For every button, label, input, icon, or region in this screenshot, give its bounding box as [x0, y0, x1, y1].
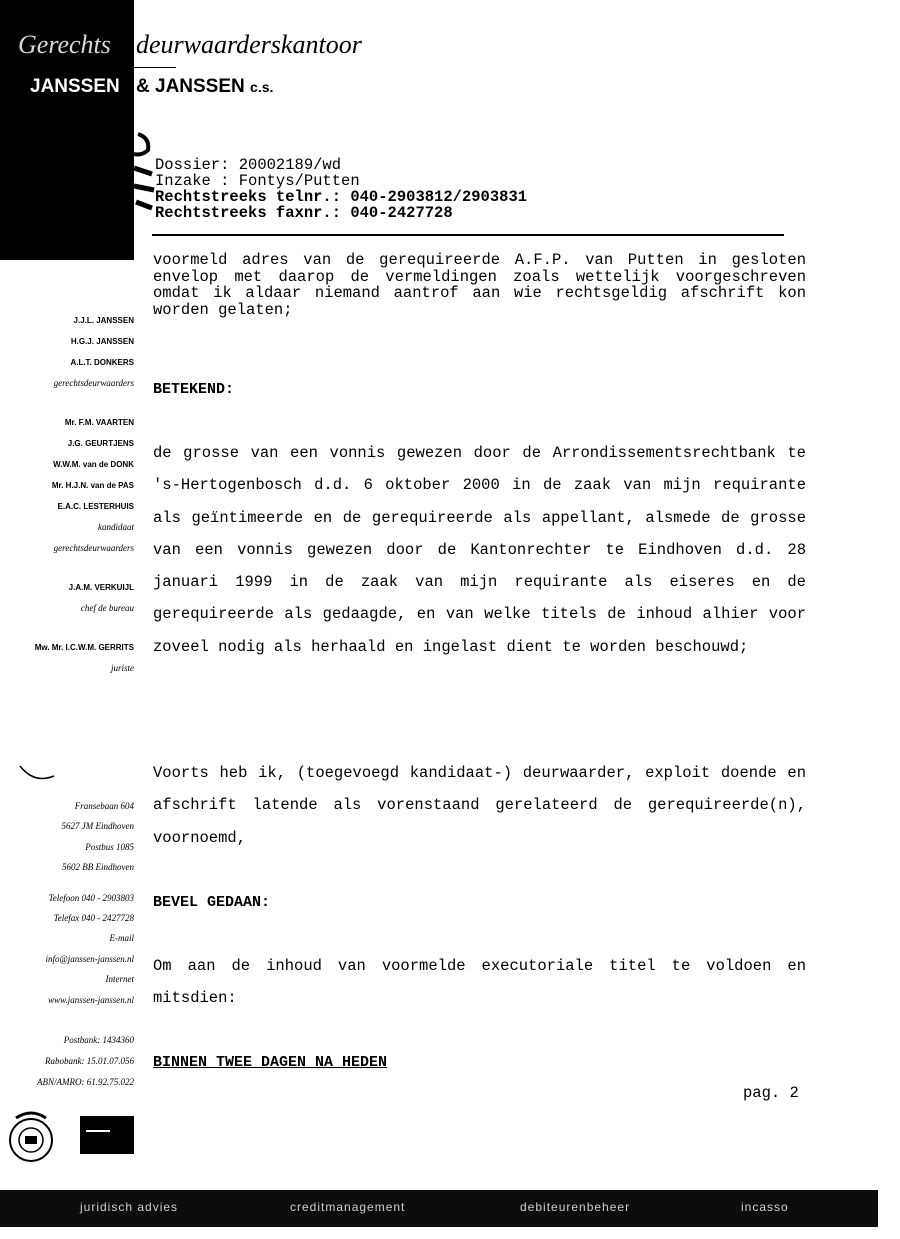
- brand-light-text: Gerechts: [18, 30, 111, 59]
- address-line: Fransebaan 604: [74, 801, 134, 811]
- address-line: Postbus 1085: [85, 841, 134, 852]
- firm-name-right-main: & JANSSEN: [136, 76, 245, 97]
- address-line: 5602 BB Eindhoven: [62, 862, 134, 873]
- address-spacer: [45, 878, 134, 888]
- brand-dark-text: deurwaarderskantoor: [136, 30, 362, 59]
- firm-name-right: [136, 76, 273, 98]
- bank-line: ABN/AMRO: 61.92.75.022: [37, 1077, 134, 1087]
- address-line: 5627 JM Eindhoven: [61, 821, 134, 832]
- sidebar-name: J.A.M. VERKUIJL: [68, 583, 134, 592]
- membership-badge: [80, 1116, 134, 1154]
- paragraph-vonnis: de grosse van een vonnis gewezen door de Arrondissementsrechtbank te 's-Hertogenbosch d.d. 6 oktober 2000 in de zaak van mijn requirante als geïntimeerde en de gerequireerde als appellant, alsmede de grosse van een vonnis gewezen door de Kantonrechter te Eindhoven d.d. 28 januari 1999 in de zaak van mijn requirante als eiseres en de gerequireerde als gedaagde, en van welke titels de inhoud alhier voor zoveel nodig als herhaald en ingelast dient te worden beschouwd;: [153, 444, 806, 656]
- sidebar-role: gerechtsdeurwaarders: [53, 543, 134, 553]
- heading-bevel-gedaan: BEVEL GEDAAN:: [153, 894, 271, 911]
- inzake-line: Inzake : Fontys/Putten: [155, 172, 360, 190]
- sidebar-address: [45, 796, 134, 1010]
- footer-item: debiteurenbeheer: [520, 1200, 631, 1214]
- sidebar-name: W.W.M. van de DONK: [53, 460, 134, 469]
- contact-line: Telefax 040 - 2427728: [53, 913, 134, 924]
- paragraph-om: Om aan de inhoud van voormelde executoriale titel te voldoen en mitsdien:: [153, 957, 806, 1008]
- faxnr-line: Rechtstreeks faxnr.: 040-2427728: [155, 204, 453, 222]
- footer-item: juridisch advies: [80, 1200, 179, 1214]
- sidebar-name: Mw. Mr. I.C.W.M. GERRITS: [34, 643, 134, 652]
- contact-website: www.janssen-janssen.nl: [48, 994, 134, 1005]
- sidebar-role: chef de bureau: [80, 603, 134, 613]
- swoosh-logo-icon: [18, 762, 58, 782]
- sidebar-bank: [37, 1030, 134, 1093]
- sidebar-role: juriste: [110, 663, 134, 673]
- dossier-meta: [155, 157, 527, 221]
- footer-item: incasso: [741, 1200, 789, 1214]
- dossier-line: Dossier: 20002189/wd: [155, 156, 342, 174]
- footer-item: creditmanagement: [290, 1200, 406, 1214]
- paragraph-voorts: Voorts heb ik, (toegevoegd kandidaat-) deurwaarder, exploit doende en afschrift latende als vorenstaand gerelateerd de gerequireerde(n), voornoemd,: [153, 764, 806, 847]
- sidebar-name: E.A.C. LESTERHUIS: [57, 502, 134, 511]
- footer-bar: [0, 1190, 878, 1227]
- paragraph-address: voormeld adres van de gerequireerde A.F.P. van Putten in gesloten envelop met daarop de vermeldingen zoals wettelijk voorgeschreven omdat ik aldaar niemand aantrof aan wie rechtsgeldig afschrift kon worden gelaten;: [153, 251, 806, 319]
- heading-binnen-twee-dagen: BINNEN TWEE DAGEN NA HEDEN: [153, 1054, 388, 1071]
- sidebar-role: gerechtsdeurwaarders: [53, 378, 134, 388]
- sidebar-name: J.J.L. JANSSEN: [73, 316, 134, 325]
- firm-name-left: JANSSEN: [30, 76, 120, 97]
- telnr-line: Rechtstreeks telnr.: 040-2903812/2903831: [155, 188, 528, 206]
- sidebar-jurist: [35, 637, 134, 679]
- sidebar-name: Mr. F.M. VAARTEN: [64, 418, 134, 427]
- firm-name-suffix: c.s.: [250, 79, 274, 95]
- header-divider: [152, 234, 784, 236]
- sidebar-role: kandidaat: [98, 522, 134, 532]
- sidebar-candidates: [52, 412, 134, 559]
- sidebar-name: Mr. H.J.N. van de PAS: [51, 481, 134, 490]
- contact-line: Telefoon 040 - 2903803: [48, 892, 134, 903]
- seal-logo-icon: [6, 1108, 56, 1166]
- sidebar-name: H.G.J. JANSSEN: [70, 337, 134, 346]
- bank-line: Rabobank: 15.01.07.056: [45, 1056, 134, 1066]
- page-number: pag. 2: [743, 1084, 799, 1102]
- sidebar-bailiffs: [54, 310, 134, 394]
- sidebar-name: J.G. GEURTJENS: [67, 439, 134, 448]
- heading-betekend: BETEKEND:: [153, 381, 235, 398]
- contact-line: Internet: [105, 974, 134, 985]
- contact-email: info@janssen-janssen.nl: [45, 953, 134, 964]
- sidebar-chef: [69, 577, 134, 619]
- contact-line: E-mail: [109, 933, 134, 944]
- sidebar-name: A.L.T. DONKERS: [70, 358, 134, 367]
- bank-line: Postbank: 1434360: [63, 1035, 134, 1045]
- brand-rule: [134, 67, 176, 68]
